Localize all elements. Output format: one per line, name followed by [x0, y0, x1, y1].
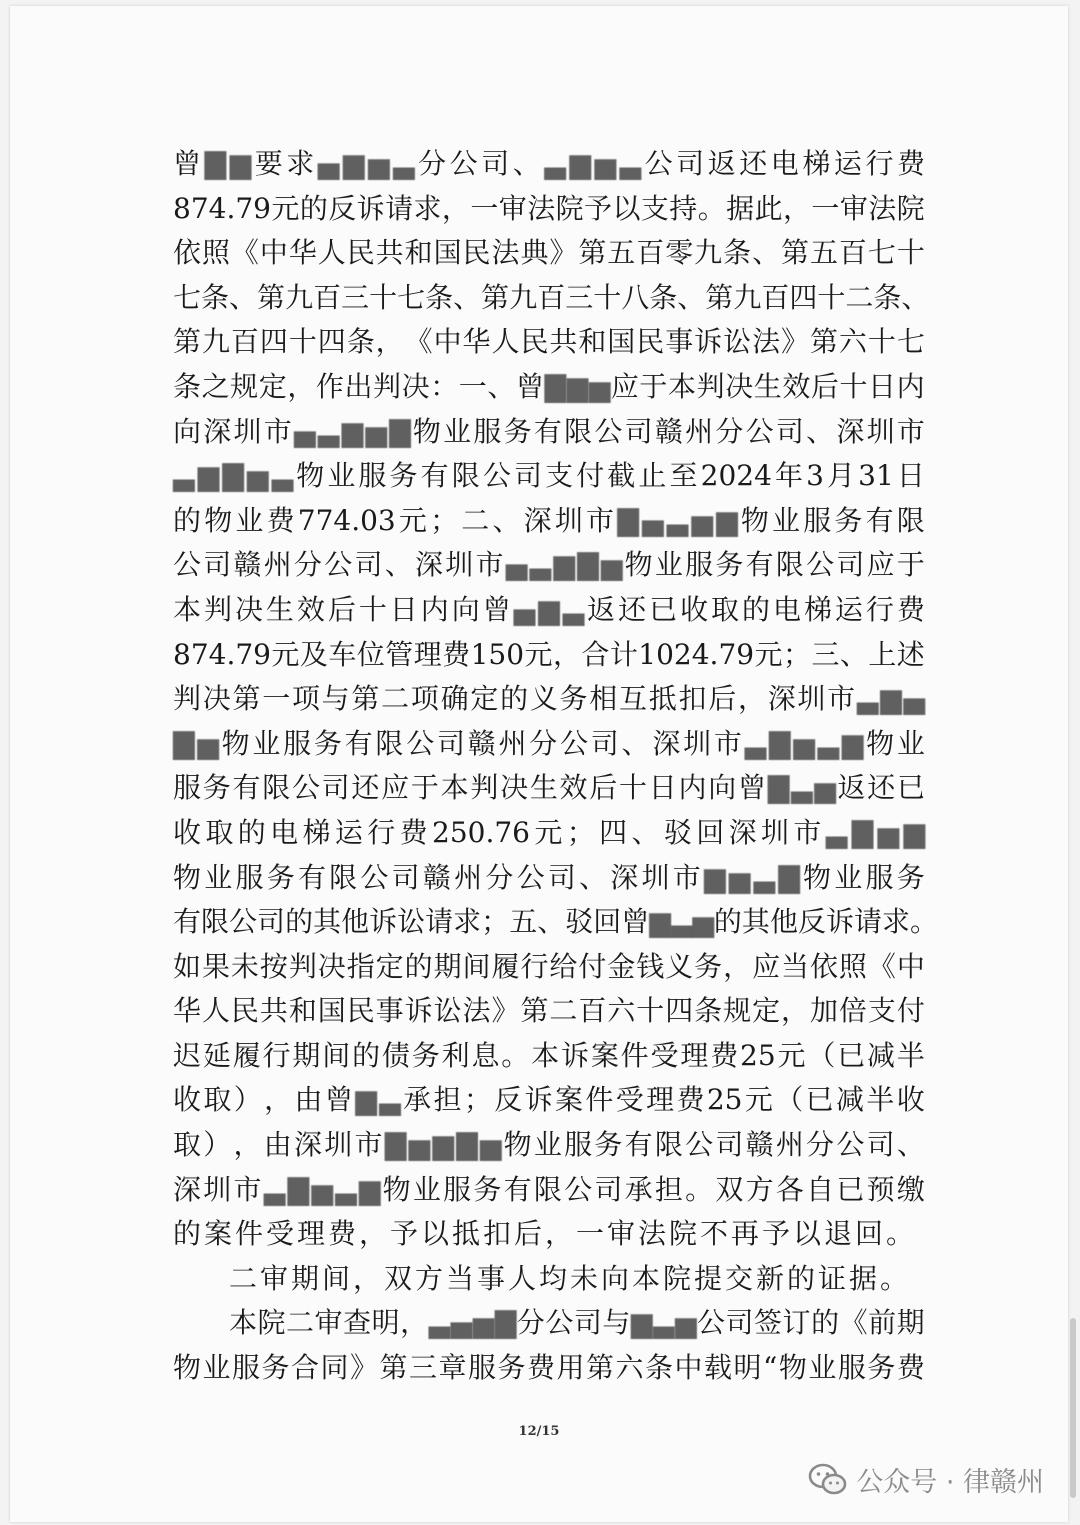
text-line: 物 业 服 务 有 限 公 司 赣 州 分 公 司 、 深 圳 市 ▆ ▅ ▃ ▇ 物 业 服 务 [173, 860, 925, 894]
page-number: 12/15 [518, 1424, 560, 1439]
text-line: 向 深 圳 市 ▄ ▃ ▆ ▅ ▇ 物 业 服 务 有 限 公 司 赣 州 分 公 司 、 深 圳 市 [173, 414, 925, 448]
text-line: 874.79 元 及 车 位 管 理 费 150 元 ， 合 计 1024.79 元 ； 三 、 上 述 [173, 637, 925, 671]
text-line: 判 决 第 一 项 与 第 二 项 确 定 的 义 务 相 互 抵 扣 后 ， 深 圳 市 ▃ ▆ ▄ [173, 682, 925, 716]
watermark-label: 公众号 · 律赣州 [856, 1467, 1044, 1498]
text-line: 服 务 有 限 公 司 还 应 于 本 判 决 生 效 后 十 日 内 向 曾 ▇ ▃ ▅ 返 还 已 [173, 771, 925, 805]
text-line: 收 取 ） ， 由 曾 ▆ ▃ 承 担 ； 反 诉 案 件 受 理 费 25 元 （ 已 减 半 收 [173, 1083, 925, 1117]
text-line: 七 条 、 第 九 百 三 十 七 条 、 第 九 百 三 十 八 条 、 第 九 百 四 十 二 条 、 [173, 280, 930, 314]
text-line: ▇ ▅ 物 业 服 务 有 限 公 司 赣 州 分 公 司 、 深 圳 市 ▃ ▇ ▅ ▃ ▆ 物 业 [173, 726, 925, 760]
text-line: 本 院 二 审 查 明 ， ▃ ▄ ▅ ▇ 分 公 司 与 ▆ ▃ ▅ 公 司 签 订 的 《 前 期 [229, 1306, 925, 1340]
text-line: 取 ） ， 由 深 圳 市 ▇ ▅ ▆ ▇ ▅ 物 业 服 务 有 限 公 司 赣 州 分 公 司 、 [173, 1128, 925, 1162]
text-line: 华 人 民 共 和 国 民 事 诉 讼 法 》 第 二 百 六 十 四 条 规 定 ， 加 倍 支 付 [173, 994, 925, 1028]
scrollbar-thumb[interactable] [1070, 1318, 1076, 1498]
text-line: 收 取 的 电 梯 运 行 费 250.76 元 ； 四 、 驳 回 深 圳 市 ▃ ▇ ▅ ▆ [173, 815, 925, 849]
text-line: 如 果 未 按 判 决 指 定 的 期 间 履 行 给 付 金 钱 义 务 ， 应 当 依 照 《 中 [173, 949, 925, 983]
judgment-text [173, 142, 939, 1391]
text-line: 依 照 《 中 华 人 民 共 和 国 民 法 典 》 第 五 百 零 九 条 、 第 五 百 七 十 [173, 236, 925, 270]
text-line: 曾 ▇ ▆ 要 求 ▄ ▆ ▅ ▃ 分 公 司 、 ▃ ▆ ▅ ▃ 公 司 返 还 电 梯 运 行 费 [173, 147, 925, 180]
text-line: 本 判 决 生 效 后 十 日 内 向 曾 ▄ ▆ ▃ 返 还 已 收 取 的 电 梯 运 行 费 [173, 592, 925, 626]
text-line: 深 圳 市 ▃ ▇ ▅ ▃ ▆ 物 业 服 务 有 限 公 司 承 担 。 双 方 各 自 已 预 缴 [173, 1172, 925, 1206]
text-line: 第 九 百 四 十 四 条 ， 《 中 华 人 民 共 和 国 民 事 诉 讼 法 》 第 六 十 七 [173, 325, 925, 359]
text-line: ▃ ▆ ▇ ▅ ▃ 物 业 服 务 有 限 公 司 支 付 截 止 至 2024 年 3 月 31 日 [173, 459, 925, 493]
text-line: 的案件受理费，予以抵扣后，一审法院不再予以退回。 [173, 1217, 918, 1251]
text-line: 二审期间，双方当事人均未向本院提交新的证据。 [229, 1261, 912, 1295]
text-line: 物 业 服 务 合 同 》 第 三 章 服 务 费 用 第 六 条 中 载 明 “ 物 业 服 务 费 [173, 1351, 925, 1385]
document-page [10, 6, 1068, 1522]
text-line: 874.79 元 的 反 诉 请 求 ， 一 审 法 院 予 以 支 持 。 据 此 ， 一 审 法 院 [173, 191, 925, 225]
text-line: 迟 延 履 行 期 间 的 债 务 利 息 。 本 诉 案 件 受 理 费 25 元 （ 已 减 半 [173, 1038, 925, 1072]
wechat-icon [808, 1463, 848, 1497]
text-line: 条 之 规 定 ， 作 出 判 决 ： 一 、 曾 ▇ ▆ ▅ 应 于 本 判 决 生 效 后 十 日 内 [173, 369, 925, 403]
text-line: 有 限 公 司 的 其 他 诉 讼 请 求 ； 五 、 驳 回 曾 ▆ ▃ ▅ 的 其 他 反 诉 请 求 。 [173, 905, 939, 939]
wechat-watermark [808, 1460, 1044, 1499]
text-line: 的 物 业 费 774.03 元 ； 二 、 深 圳 市 ▇ ▄ ▃ ▅ ▆ 物 业 服 务 有 限 [173, 503, 925, 537]
text-line: 公 司 赣 州 分 公 司 、 深 圳 市 ▄ ▃ ▆ ▇ ▅ 物 业 服 务 有 限 公 司 应 于 [173, 548, 925, 582]
